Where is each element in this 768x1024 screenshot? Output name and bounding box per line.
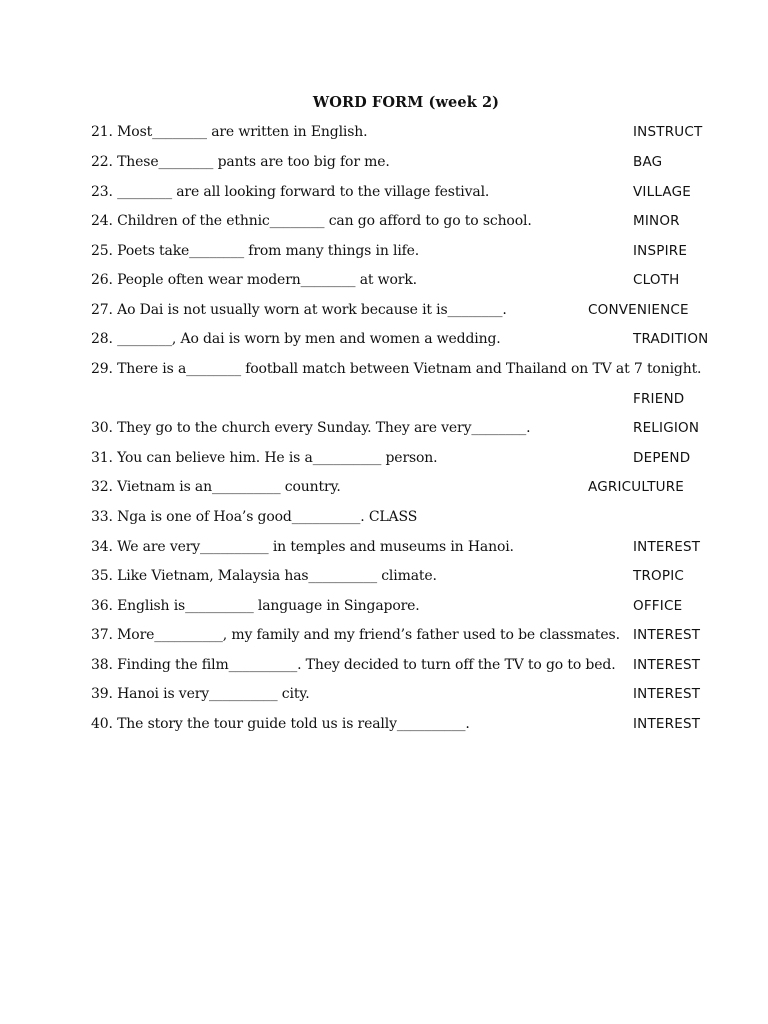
- exercise-row: [0, 596, 768, 616]
- root-word: BAG: [633, 154, 663, 170]
- root-word: MINOR: [633, 213, 680, 229]
- question-text: 31. You can believe him. He is a__________ person.: [91, 450, 438, 466]
- question-text: 35. Like Vietnam, Malaysia has__________ climate.: [91, 568, 437, 584]
- root-word: INTEREST: [633, 686, 701, 702]
- root-word: FRIEND: [633, 391, 685, 407]
- root-word: TROPIC: [633, 568, 685, 584]
- question-text: 40. The story the tour guide told us is really__________.: [91, 716, 470, 732]
- question-text: 38. Finding the film__________. They decided to turn off the TV to go to bed.: [91, 657, 616, 673]
- question-text: 30. They go to the church every Sunday. They are very________.: [91, 420, 531, 436]
- exercise-row: [0, 241, 768, 261]
- exercise-row: [0, 122, 768, 142]
- root-word: VILLAGE: [633, 184, 691, 200]
- question-text: 27. Ao Dai is not usually worn at work because it is________.: [91, 302, 507, 318]
- root-word: TRADITION: [633, 331, 709, 347]
- exercise-row: [0, 329, 768, 349]
- exercise-row: [0, 507, 768, 527]
- question-text: 37. More__________, my family and my friend’s father used to be classmates.: [91, 627, 620, 643]
- question-text: 24. Children of the ethnic________ can go afford to go to school.: [91, 213, 532, 229]
- question-text: 22. These________ pants are too big for me.: [91, 154, 390, 170]
- question-text: 34. We are very__________ in temples and museums in Hanoi.: [91, 539, 514, 555]
- question-text: 28. ________, Ao dai is worn by men and women a wedding.: [91, 331, 501, 347]
- root-word: DEPEND: [633, 450, 691, 466]
- root-word: CLOTH: [633, 272, 680, 288]
- worksheet-title: WORD FORM (week 2): [312, 94, 500, 111]
- root-word: RELIGION: [633, 420, 700, 436]
- exercise-row: [0, 418, 768, 438]
- question-text: 25. Poets take________ from many things in life.: [91, 243, 420, 259]
- root-word: INSPIRE: [633, 243, 688, 259]
- exercise-row: [0, 270, 768, 290]
- exercise-row: [0, 300, 768, 320]
- exercise-row: [0, 389, 768, 409]
- root-word: INTEREST: [633, 627, 701, 643]
- exercise-row: [0, 714, 768, 734]
- root-word: INTEREST: [633, 657, 701, 673]
- question-text: 39. Hanoi is very__________ city.: [91, 686, 310, 702]
- question-text: 36. English is__________ language in Singapore.: [91, 598, 420, 614]
- exercise-row: [0, 625, 768, 645]
- root-word: AGRICULTURE: [588, 479, 685, 495]
- question-text: 29. There is a________ football match between Vietnam and Thailand on TV at 7 tonight.: [91, 361, 702, 377]
- exercise-row: [0, 359, 768, 379]
- question-text: 26. People often wear modern________ at work.: [91, 272, 417, 288]
- root-word: INTEREST: [633, 539, 701, 555]
- exercise-row: [0, 537, 768, 557]
- exercise-row: [0, 182, 768, 202]
- exercise-row: [0, 152, 768, 172]
- exercise-row: [0, 448, 768, 468]
- root-word: INSTRUCT: [633, 124, 703, 140]
- question-text: 23. ________ are all looking forward to the village festival.: [91, 184, 490, 200]
- exercise-row: [0, 684, 768, 704]
- exercise-row: [0, 211, 768, 231]
- root-word: INTEREST: [633, 716, 701, 732]
- root-word: CONVENIENCE: [588, 302, 689, 318]
- root-word: OFFICE: [633, 598, 683, 614]
- exercise-row: [0, 566, 768, 586]
- question-text: 32. Vietnam is an__________ country.: [91, 479, 341, 495]
- exercise-row: [0, 655, 768, 675]
- exercise-row: [0, 477, 768, 497]
- question-text: 33. Nga is one of Hoa’s good__________. CLASS: [91, 509, 418, 525]
- question-text: 21. Most________ are written in English.: [91, 124, 368, 140]
